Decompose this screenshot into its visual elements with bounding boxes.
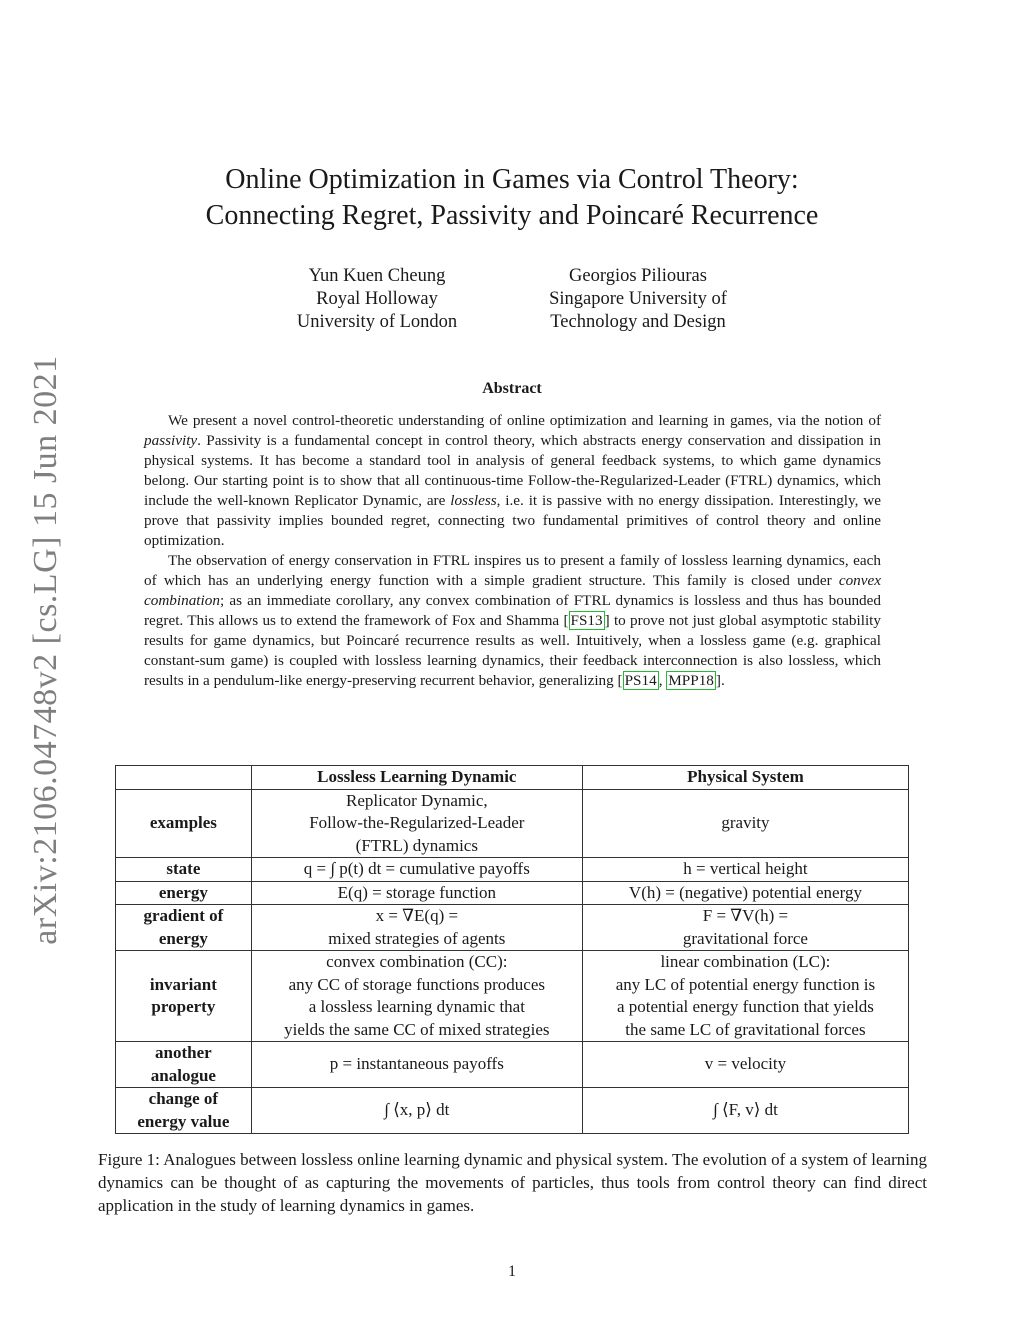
row-label: another analogue xyxy=(116,1042,252,1088)
figure-caption: Figure 1: Analogues between lossless online learning dynamic and physical system. The evolution of a system of learning dynamics can be thought of as capturing the movements of particles, thus tools from control theory can find direct application in the study of learning dynamics in games. xyxy=(98,1150,927,1215)
row-label: gradient of energy xyxy=(116,905,252,951)
table-header-row xyxy=(116,766,909,790)
table-cell: Replicator Dynamic, Follow-the-Regularized-Leader (FTRL) dynamics xyxy=(251,789,582,858)
citation-link-ps14[interactable]: PS14 xyxy=(624,672,657,689)
table-cell: h = vertical height xyxy=(582,858,908,882)
arxiv-identifier: arXiv:2106.04748v2 [cs.LG] 15 Jun 2021 xyxy=(27,355,64,945)
table-row-state xyxy=(116,858,909,882)
table-row-analogue xyxy=(116,1042,909,1088)
table-cell: ∫ ⟨x, p⟩ dt xyxy=(251,1088,582,1134)
table-cell: linear combination (LC): any LC of potential energy function is a potential energy function that yields the same LC of gravitational forces xyxy=(582,951,908,1042)
author-name: Georgios Piliouras xyxy=(569,266,707,286)
row-label: state xyxy=(116,858,252,882)
citation-link-fs13[interactable]: FS13 xyxy=(570,612,603,629)
table-cell: ∫ ⟨F, v⟩ dt xyxy=(582,1088,908,1134)
table-cell: E(q) = storage function xyxy=(251,881,582,905)
row-label: change of energy value xyxy=(116,1088,252,1134)
citation-link-mpp18[interactable]: MPP18 xyxy=(668,672,714,689)
table-cell: q = ∫ p(t) dt = cumulative payoffs xyxy=(251,858,582,882)
table-cell: gravity xyxy=(582,789,908,858)
author-name: Yun Kuen Cheung xyxy=(308,266,446,286)
abstract-body xyxy=(144,411,881,691)
table-cell: x = ∇E(q) = mixed strategies of agents xyxy=(251,905,582,951)
author-affiliation: Royal Holloway xyxy=(316,289,438,309)
row-label: examples xyxy=(116,789,252,858)
row-label: invariant property xyxy=(116,951,252,1042)
author-affiliation: University of London xyxy=(296,312,458,332)
emphasis-convex-combination: convex combination xyxy=(144,572,881,609)
table-cell: F = ∇V(h) = gravitational force xyxy=(582,905,908,951)
table-row-examples xyxy=(116,789,909,858)
paper-title xyxy=(0,162,1024,234)
table-cell: v = velocity xyxy=(582,1042,908,1088)
table-header-physical: Physical System xyxy=(582,766,908,790)
abstract-heading: Abstract xyxy=(482,380,542,397)
title-line-1: Online Optimization in Games via Control Theory: xyxy=(225,164,799,195)
row-label: energy xyxy=(116,881,252,905)
author-affiliation: Technology and Design xyxy=(550,312,726,332)
table-row-change xyxy=(116,1088,909,1134)
author-block xyxy=(528,265,748,334)
table-row-invariant xyxy=(116,951,909,1042)
table-row-energy xyxy=(116,881,909,905)
table-header-learning: Lossless Learning Dynamic xyxy=(251,766,582,790)
table-cell: V(h) = (negative) potential energy xyxy=(582,881,908,905)
abstract-paragraph-2: The observation of energy conservation in FTRL inspires us to present a family of lossless learning dynamics, each of which has an underlying energy function with a simple gradient structure. This family is closed under convex combination; as an immediate corollary, any convex combination of FTRL dynamics is lossless and thus has bounded regret. This allows us to extend the framework of Fox and Shamma [ FS13 ] to prove not just global asymptotic stability results for game dynamics, but Poincaré recurrence results as well. Intuitively, when a lossless game (e.g. graphical constant-sum game) is coupled with lossless learning dynamics, their feedback interconnection is also lossless, which results in a pendulum-like energy-preserving recurrent behavior, generalizing [ PS14 , MPP18 ]. xyxy=(144,552,881,689)
author-block xyxy=(270,265,484,334)
table-row-gradient xyxy=(116,905,909,951)
page-number: 1 xyxy=(508,1263,516,1280)
emphasis-lossless: lossless xyxy=(450,492,497,509)
table-header-empty xyxy=(116,766,252,790)
abstract-paragraph-1: We present a novel control-theoretic understanding of online optimization and learning in games, via the notion of passivity. Passivity is a fundamental concept in control theory, which abstracts energy conservation and dissipation in physical systems. It has become a standard tool in analysis of general feedback systems, to which game dynamics belong. Our starting point is to show that all continuous-time Follow-the-Regularized-Leader (FTRL) dynamics, which include the well-known Replicator Dynamic, are lossless, i.e. it is passive with no energy dissipation. Interestingly, we prove that passivity implies bounded regret, connecting two fundamental primitives of control theory and online optimization. xyxy=(144,412,881,549)
analogy-table xyxy=(115,765,909,1134)
title-line-2: Connecting Regret, Passivity and Poincaré Recurrence xyxy=(205,200,819,231)
author-affiliation: Singapore University of xyxy=(549,289,727,309)
table-cell: p = instantaneous payoffs xyxy=(251,1042,582,1088)
table-cell: convex combination (CC): any CC of storage functions produces a lossless learning dynamic that yields the same CC of mixed strategies xyxy=(251,951,582,1042)
emphasis-passivity: passivity xyxy=(144,432,198,449)
